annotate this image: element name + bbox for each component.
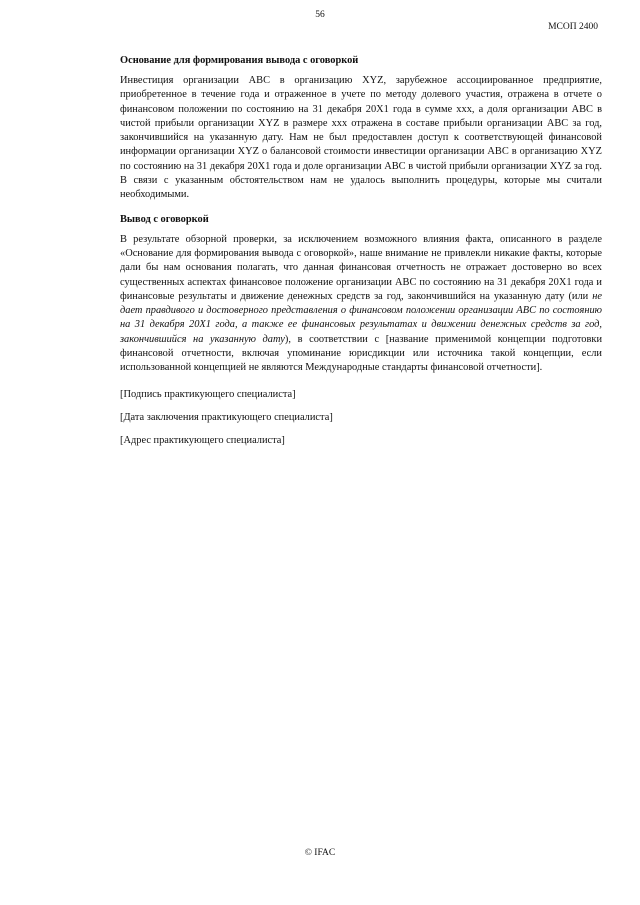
section-heading-basis: Основание для формирования вывода с оговоркой xyxy=(120,55,359,66)
conclusion-text-end: ), в соответствии с [название применимой концепции подготовки финансовой отчетности, включая упоминание юрисдикции или источника такой концепции, если использованной концепцией не являются Международные стандарты финансовой отчетности]. xyxy=(120,333,603,374)
date-placeholder: [Дата заключения практикующего специалиста] xyxy=(120,411,333,423)
signature-placeholder: [Подпись практикующего специалиста] xyxy=(120,388,296,400)
document-code: МСОП 2400 xyxy=(548,22,598,32)
page-number: 56 xyxy=(315,10,325,20)
page-content xyxy=(120,54,602,455)
basis-paragraph: Инвестиция организации ABC в организацию XYZ, зарубежное ассоциированное предприятие, приобретенное в течение года и отраженное в учете по методу долевого участия, отражена в отчете о финансовом положении по состоянию на 31 декабря 20X1 года в сумме xxx, а доля организации ABC в чистой прибыли организации XYZ в размере xxx отражена в составе прибыли организации ABC за год, закончившийся на указанную дату. Нам не был предоставлен доступ к соответствующей финансовой информации организации XYZ о балансовой стоимости инвестиции организации ABC в организацию XYZ по состоянию на 31 декабря 20X1 года и доле организации ABC в чистой прибыли организации XYZ за год. В связи с указанным обстоятельством нам не удалось выполнить процедуры, которые мы считали необходимыми. xyxy=(120,75,602,201)
section-heading-qualified-conclusion: Вывод с оговоркой xyxy=(120,213,209,225)
footer-copyright: © IFAC xyxy=(304,848,336,858)
conclusion-paragraph xyxy=(120,233,602,376)
conclusion-text-start: В результате обзорной проверки, за исключением возможного влияния факта, описанного в разделе «Основание для формирования вывода с оговоркой», наше внимание не привлекли никакие факты, которые дали бы нам основания полагать, что данная финансовая отчетность не отражает достоверно во всех существенных аспектах финансовое положение организации ABC по состоянию на 31 декабря 20X1 года и финансовые результаты и движение денежных средств за год, закончившийся на указанную дату (или xyxy=(120,233,602,302)
conclusion-text-italic: не дает правдивого и достоверного представления о финансовом положении организации ABC по состоянию на 31 декабря 20X1 года, а также ее финансовых результатах и движении денежных средств за год, закончившийся на указанную дату xyxy=(120,290,602,345)
address-placeholder: [Адрес практикующего специалиста] xyxy=(120,434,285,446)
